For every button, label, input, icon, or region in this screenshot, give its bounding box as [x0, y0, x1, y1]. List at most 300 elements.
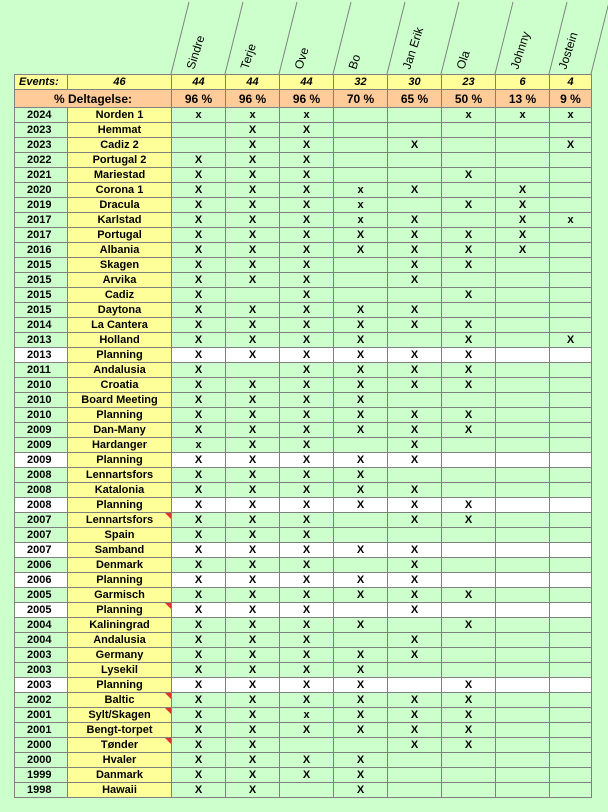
attendance-mark: X	[226, 678, 280, 693]
attendance-mark	[550, 573, 592, 588]
event-name: Hawaii	[68, 783, 172, 798]
participant-name: Jan Erik	[399, 25, 427, 71]
event-name: Planning	[68, 408, 172, 423]
event-name: Planning	[68, 348, 172, 363]
attendance-mark: X	[388, 348, 442, 363]
attendance-mark: X	[388, 228, 442, 243]
event-name: Samband	[68, 543, 172, 558]
attendance-mark: X	[280, 663, 334, 678]
attendance-mark: X	[334, 648, 388, 663]
event-year: 2023	[15, 138, 68, 153]
event-year: 2009	[15, 453, 68, 468]
attendance-mark: X	[226, 393, 280, 408]
attendance-mark	[280, 738, 334, 753]
attendance-mark: X	[334, 708, 388, 723]
attendance-mark: X	[442, 333, 496, 348]
attendance-mark: X	[226, 378, 280, 393]
attendance-mark	[496, 573, 550, 588]
event-row	[15, 693, 592, 708]
attendance-mark: X	[334, 693, 388, 708]
percent-value: 65 %	[388, 90, 442, 108]
attendance-mark: X	[388, 318, 442, 333]
attendance-mark: X	[442, 618, 496, 633]
attendance-mark: X	[280, 183, 334, 198]
attendance-mark: X	[226, 693, 280, 708]
attendance-mark: X	[388, 708, 442, 723]
attendance-mark: x	[280, 108, 334, 123]
attendance-mark: X	[334, 768, 388, 783]
event-row	[15, 483, 592, 498]
attendance-mark: X	[334, 498, 388, 513]
event-year: 2017	[15, 213, 68, 228]
event-row	[15, 378, 592, 393]
attendance-mark: X	[334, 303, 388, 318]
event-year: 2013	[15, 333, 68, 348]
attendance-mark: X	[226, 648, 280, 663]
event-row	[15, 603, 592, 618]
attendance-mark	[442, 468, 496, 483]
attendance-mark: x	[226, 108, 280, 123]
attendance-mark	[550, 243, 592, 258]
events-count: 23	[442, 75, 496, 90]
attendance-mark	[334, 138, 388, 153]
event-row	[15, 708, 592, 723]
attendance-mark: X	[550, 138, 592, 153]
attendance-mark: X	[442, 723, 496, 738]
attendance-mark: X	[334, 318, 388, 333]
event-name: Tønder	[68, 738, 172, 753]
attendance-mark	[496, 708, 550, 723]
attendance-mark: X	[280, 213, 334, 228]
events-count: 4	[550, 75, 592, 90]
attendance-mark: X	[172, 408, 226, 423]
attendance-mark: X	[442, 708, 496, 723]
attendance-mark: X	[442, 378, 496, 393]
event-row	[15, 198, 592, 213]
attendance-mark	[334, 273, 388, 288]
attendance-mark: X	[172, 393, 226, 408]
event-year: 2009	[15, 438, 68, 453]
event-name: Board Meeting	[68, 393, 172, 408]
event-row	[15, 318, 592, 333]
attendance-mark: X	[226, 753, 280, 768]
attendance-mark	[496, 498, 550, 513]
event-row	[15, 588, 592, 603]
percent-value: 96 %	[226, 90, 280, 108]
events-label: Events:	[15, 75, 68, 90]
attendance-mark: X	[388, 183, 442, 198]
attendance-mark	[496, 513, 550, 528]
attendance-mark	[496, 333, 550, 348]
attendance-mark: X	[280, 258, 334, 273]
attendance-mark	[388, 753, 442, 768]
attendance-mark: X	[172, 783, 226, 798]
attendance-mark	[388, 333, 442, 348]
attendance-mark: X	[388, 243, 442, 258]
attendance-mark: X	[172, 633, 226, 648]
attendance-mark	[550, 618, 592, 633]
attendance-mark: X	[280, 243, 334, 258]
attendance-mark: X	[442, 738, 496, 753]
event-row	[15, 498, 592, 513]
attendance-mark: X	[280, 558, 334, 573]
attendance-mark	[172, 123, 226, 138]
attendance-mark	[442, 153, 496, 168]
event-row	[15, 213, 592, 228]
attendance-mark: X	[280, 303, 334, 318]
event-row	[15, 738, 592, 753]
events-count: 30	[388, 75, 442, 90]
attendance-mark	[388, 528, 442, 543]
attendance-mark: X	[280, 123, 334, 138]
attendance-mark: X	[226, 303, 280, 318]
event-row	[15, 528, 592, 543]
attendance-mark: X	[334, 723, 388, 738]
attendance-mark: X	[226, 468, 280, 483]
attendance-mark: X	[388, 738, 442, 753]
attendance-mark	[550, 348, 592, 363]
attendance-mark	[550, 318, 592, 333]
event-name: Dan-Many	[68, 423, 172, 438]
percent-value: 96 %	[172, 90, 226, 108]
attendance-mark: X	[280, 453, 334, 468]
attendance-mark: X	[226, 768, 280, 783]
event-year: 2014	[15, 318, 68, 333]
attendance-mark: x	[496, 108, 550, 123]
attendance-mark: X	[172, 303, 226, 318]
event-row	[15, 678, 592, 693]
event-year: 1999	[15, 768, 68, 783]
attendance-mark: X	[280, 468, 334, 483]
attendance-mark	[496, 468, 550, 483]
participant-name: Ove	[291, 45, 312, 71]
event-year: 2001	[15, 708, 68, 723]
attendance-mark	[388, 108, 442, 123]
attendance-mark	[550, 438, 592, 453]
event-row	[15, 138, 592, 153]
attendance-mark: X	[226, 183, 280, 198]
attendance-mark: X	[172, 468, 226, 483]
attendance-mark	[442, 633, 496, 648]
event-year: 2005	[15, 588, 68, 603]
attendance-mark	[334, 108, 388, 123]
event-row	[15, 273, 592, 288]
event-year: 2003	[15, 648, 68, 663]
attendance-mark	[334, 558, 388, 573]
attendance-mark	[496, 453, 550, 468]
attendance-mark: X	[280, 693, 334, 708]
attendance-mark	[496, 423, 550, 438]
attendance-mark: X	[334, 468, 388, 483]
event-name: Corona 1	[68, 183, 172, 198]
event-year: 2007	[15, 543, 68, 558]
event-year: 2007	[15, 513, 68, 528]
attendance-mark: X	[172, 648, 226, 663]
event-year: 2008	[15, 483, 68, 498]
attendance-mark	[550, 378, 592, 393]
attendance-mark	[550, 168, 592, 183]
attendance-mark	[550, 543, 592, 558]
event-row	[15, 153, 592, 168]
attendance-mark: X	[172, 153, 226, 168]
percent-value: 9 %	[550, 90, 592, 108]
attendance-mark: X	[172, 588, 226, 603]
attendance-mark: X	[172, 573, 226, 588]
event-row	[15, 663, 592, 678]
attendance-mark	[550, 453, 592, 468]
attendance-mark: X	[226, 498, 280, 513]
event-year: 2000	[15, 738, 68, 753]
attendance-mark	[442, 573, 496, 588]
attendance-mark	[496, 783, 550, 798]
attendance-mark	[550, 183, 592, 198]
attendance-mark: X	[280, 333, 334, 348]
attendance-mark: X	[172, 678, 226, 693]
event-name: Skagen	[68, 258, 172, 273]
event-name: Spain	[68, 528, 172, 543]
attendance-mark	[550, 198, 592, 213]
attendance-mark: x	[172, 108, 226, 123]
attendance-mark: X	[280, 393, 334, 408]
event-year: 2008	[15, 468, 68, 483]
attendance-mark	[550, 498, 592, 513]
attendance-mark: x	[334, 213, 388, 228]
attendance-mark: X	[388, 213, 442, 228]
event-year: 2019	[15, 198, 68, 213]
event-row	[15, 453, 592, 468]
attendance-mark: X	[226, 123, 280, 138]
attendance-mark: X	[226, 783, 280, 798]
attendance-mark	[442, 393, 496, 408]
events-count: 44	[280, 75, 334, 90]
event-name: Albania	[68, 243, 172, 258]
event-row	[15, 258, 592, 273]
attendance-mark	[550, 723, 592, 738]
attendance-mark: X	[172, 318, 226, 333]
attendance-mark: X	[334, 543, 388, 558]
attendance-mark	[442, 123, 496, 138]
attendance-mark	[496, 528, 550, 543]
event-name: Planning	[68, 603, 172, 618]
event-year: 2022	[15, 153, 68, 168]
attendance-mark: X	[334, 363, 388, 378]
attendance-mark	[496, 678, 550, 693]
event-year: 2020	[15, 183, 68, 198]
attendance-mark: X	[226, 438, 280, 453]
attendance-mark: x	[172, 438, 226, 453]
attendance-mark: X	[442, 423, 496, 438]
attendance-mark: X	[172, 288, 226, 303]
attendance-mark	[550, 423, 592, 438]
event-row	[15, 333, 592, 348]
event-row	[15, 123, 592, 138]
attendance-mark	[496, 273, 550, 288]
attendance-mark: X	[334, 588, 388, 603]
attendance-mark: X	[442, 288, 496, 303]
event-name: Arvika	[68, 273, 172, 288]
attendance-mark: X	[280, 153, 334, 168]
attendance-mark	[550, 393, 592, 408]
percent-value: 13 %	[496, 90, 550, 108]
attendance-mark: X	[226, 723, 280, 738]
event-row	[15, 633, 592, 648]
attendance-mark: X	[280, 423, 334, 438]
attendance-mark: x	[334, 183, 388, 198]
attendance-mark: X	[226, 738, 280, 753]
event-year: 1998	[15, 783, 68, 798]
attendance-mark: X	[226, 453, 280, 468]
attendance-mark: X	[388, 453, 442, 468]
event-name: Cadiz	[68, 288, 172, 303]
attendance-mark	[550, 633, 592, 648]
attendance-mark	[334, 633, 388, 648]
attendance-mark: X	[226, 168, 280, 183]
attendance-mark	[496, 153, 550, 168]
attendance-mark	[334, 288, 388, 303]
header-divider	[591, 2, 608, 74]
attendance-mark: X	[226, 558, 280, 573]
events-count: 44	[226, 75, 280, 90]
attendance-mark	[496, 753, 550, 768]
attendance-mark: X	[280, 543, 334, 558]
event-year: 2021	[15, 168, 68, 183]
attendance-mark: X	[334, 408, 388, 423]
events-count: 44	[172, 75, 226, 90]
attendance-mark	[496, 663, 550, 678]
attendance-mark: X	[280, 228, 334, 243]
attendance-mark	[334, 258, 388, 273]
event-name: Dracula	[68, 198, 172, 213]
attendance-mark: X	[442, 168, 496, 183]
event-year: 2023	[15, 123, 68, 138]
attendance-mark	[550, 528, 592, 543]
attendance-mark: X	[226, 588, 280, 603]
attendance-mark	[496, 288, 550, 303]
events-row	[15, 75, 592, 90]
attendance-mark: X	[388, 303, 442, 318]
attendance-mark: X	[280, 138, 334, 153]
attendance-mark: X	[280, 603, 334, 618]
attendance-mark: X	[334, 573, 388, 588]
attendance-mark: X	[334, 333, 388, 348]
attendance-mark: x	[334, 198, 388, 213]
attendance-mark: X	[226, 663, 280, 678]
event-row	[15, 228, 592, 243]
event-name: Lysekil	[68, 663, 172, 678]
attendance-mark	[550, 663, 592, 678]
percent-value: 50 %	[442, 90, 496, 108]
attendance-mark	[334, 438, 388, 453]
attendance-mark: X	[388, 258, 442, 273]
attendance-mark: X	[280, 588, 334, 603]
attendance-mark	[496, 258, 550, 273]
attendance-mark: X	[496, 183, 550, 198]
attendance-mark	[550, 783, 592, 798]
attendance-mark	[442, 753, 496, 768]
attendance-mark: X	[388, 648, 442, 663]
attendance-mark: X	[388, 573, 442, 588]
event-row	[15, 183, 592, 198]
attendance-mark	[550, 273, 592, 288]
attendance-mark: X	[334, 783, 388, 798]
attendance-mark	[442, 528, 496, 543]
attendance-mark	[388, 153, 442, 168]
attendance-mark: x	[550, 108, 592, 123]
attendance-mark: X	[442, 363, 496, 378]
percent-label: % Deltagelse:	[15, 90, 172, 108]
attendance-mark	[442, 768, 496, 783]
attendance-mark	[496, 363, 550, 378]
event-name: Portugal 2	[68, 153, 172, 168]
event-name: Hardanger	[68, 438, 172, 453]
attendance-mark: X	[172, 738, 226, 753]
attendance-mark	[388, 618, 442, 633]
attendance-mark	[496, 438, 550, 453]
event-year: 2003	[15, 663, 68, 678]
event-year: 2006	[15, 573, 68, 588]
event-row	[15, 288, 592, 303]
attendance-mark	[442, 558, 496, 573]
attendance-mark: X	[496, 213, 550, 228]
attendance-mark: X	[388, 423, 442, 438]
attendance-mark	[550, 288, 592, 303]
attendance-mark: X	[442, 588, 496, 603]
attendance-mark	[388, 198, 442, 213]
attendance-mark	[442, 213, 496, 228]
attendance-mark	[388, 393, 442, 408]
attendance-mark: X	[280, 633, 334, 648]
attendance-mark	[388, 288, 442, 303]
attendance-mark: X	[334, 663, 388, 678]
event-row	[15, 408, 592, 423]
attendance-mark	[334, 153, 388, 168]
event-row	[15, 723, 592, 738]
participant-name: Sindre	[183, 33, 208, 71]
event-name: Hvaler	[68, 753, 172, 768]
attendance-mark: X	[226, 153, 280, 168]
attendance-mark: X	[172, 693, 226, 708]
attendance-mark: X	[172, 768, 226, 783]
attendance-mark: X	[388, 378, 442, 393]
event-row	[15, 243, 592, 258]
event-name: Bengt-torpet	[68, 723, 172, 738]
attendance-mark	[496, 603, 550, 618]
attendance-mark	[496, 738, 550, 753]
attendance-mark: X	[226, 603, 280, 618]
attendance-mark	[442, 483, 496, 498]
attendance-mark: X	[334, 453, 388, 468]
attendance-mark: X	[172, 708, 226, 723]
attendance-mark	[388, 468, 442, 483]
event-name: Mariestad	[68, 168, 172, 183]
event-year: 2011	[15, 363, 68, 378]
event-row	[15, 363, 592, 378]
event-year: 2004	[15, 618, 68, 633]
attendance-mark: X	[280, 318, 334, 333]
event-row	[15, 108, 592, 123]
attendance-mark: X	[388, 408, 442, 423]
attendance-mark: X	[226, 273, 280, 288]
attendance-mark: X	[442, 513, 496, 528]
attendance-mark: X	[172, 213, 226, 228]
attendance-mark	[550, 408, 592, 423]
attendance-mark: X	[442, 258, 496, 273]
attendance-mark	[550, 693, 592, 708]
attendance-mark: X	[388, 273, 442, 288]
attendance-mark	[496, 138, 550, 153]
attendance-mark: X	[442, 408, 496, 423]
event-name: Norden 1	[68, 108, 172, 123]
